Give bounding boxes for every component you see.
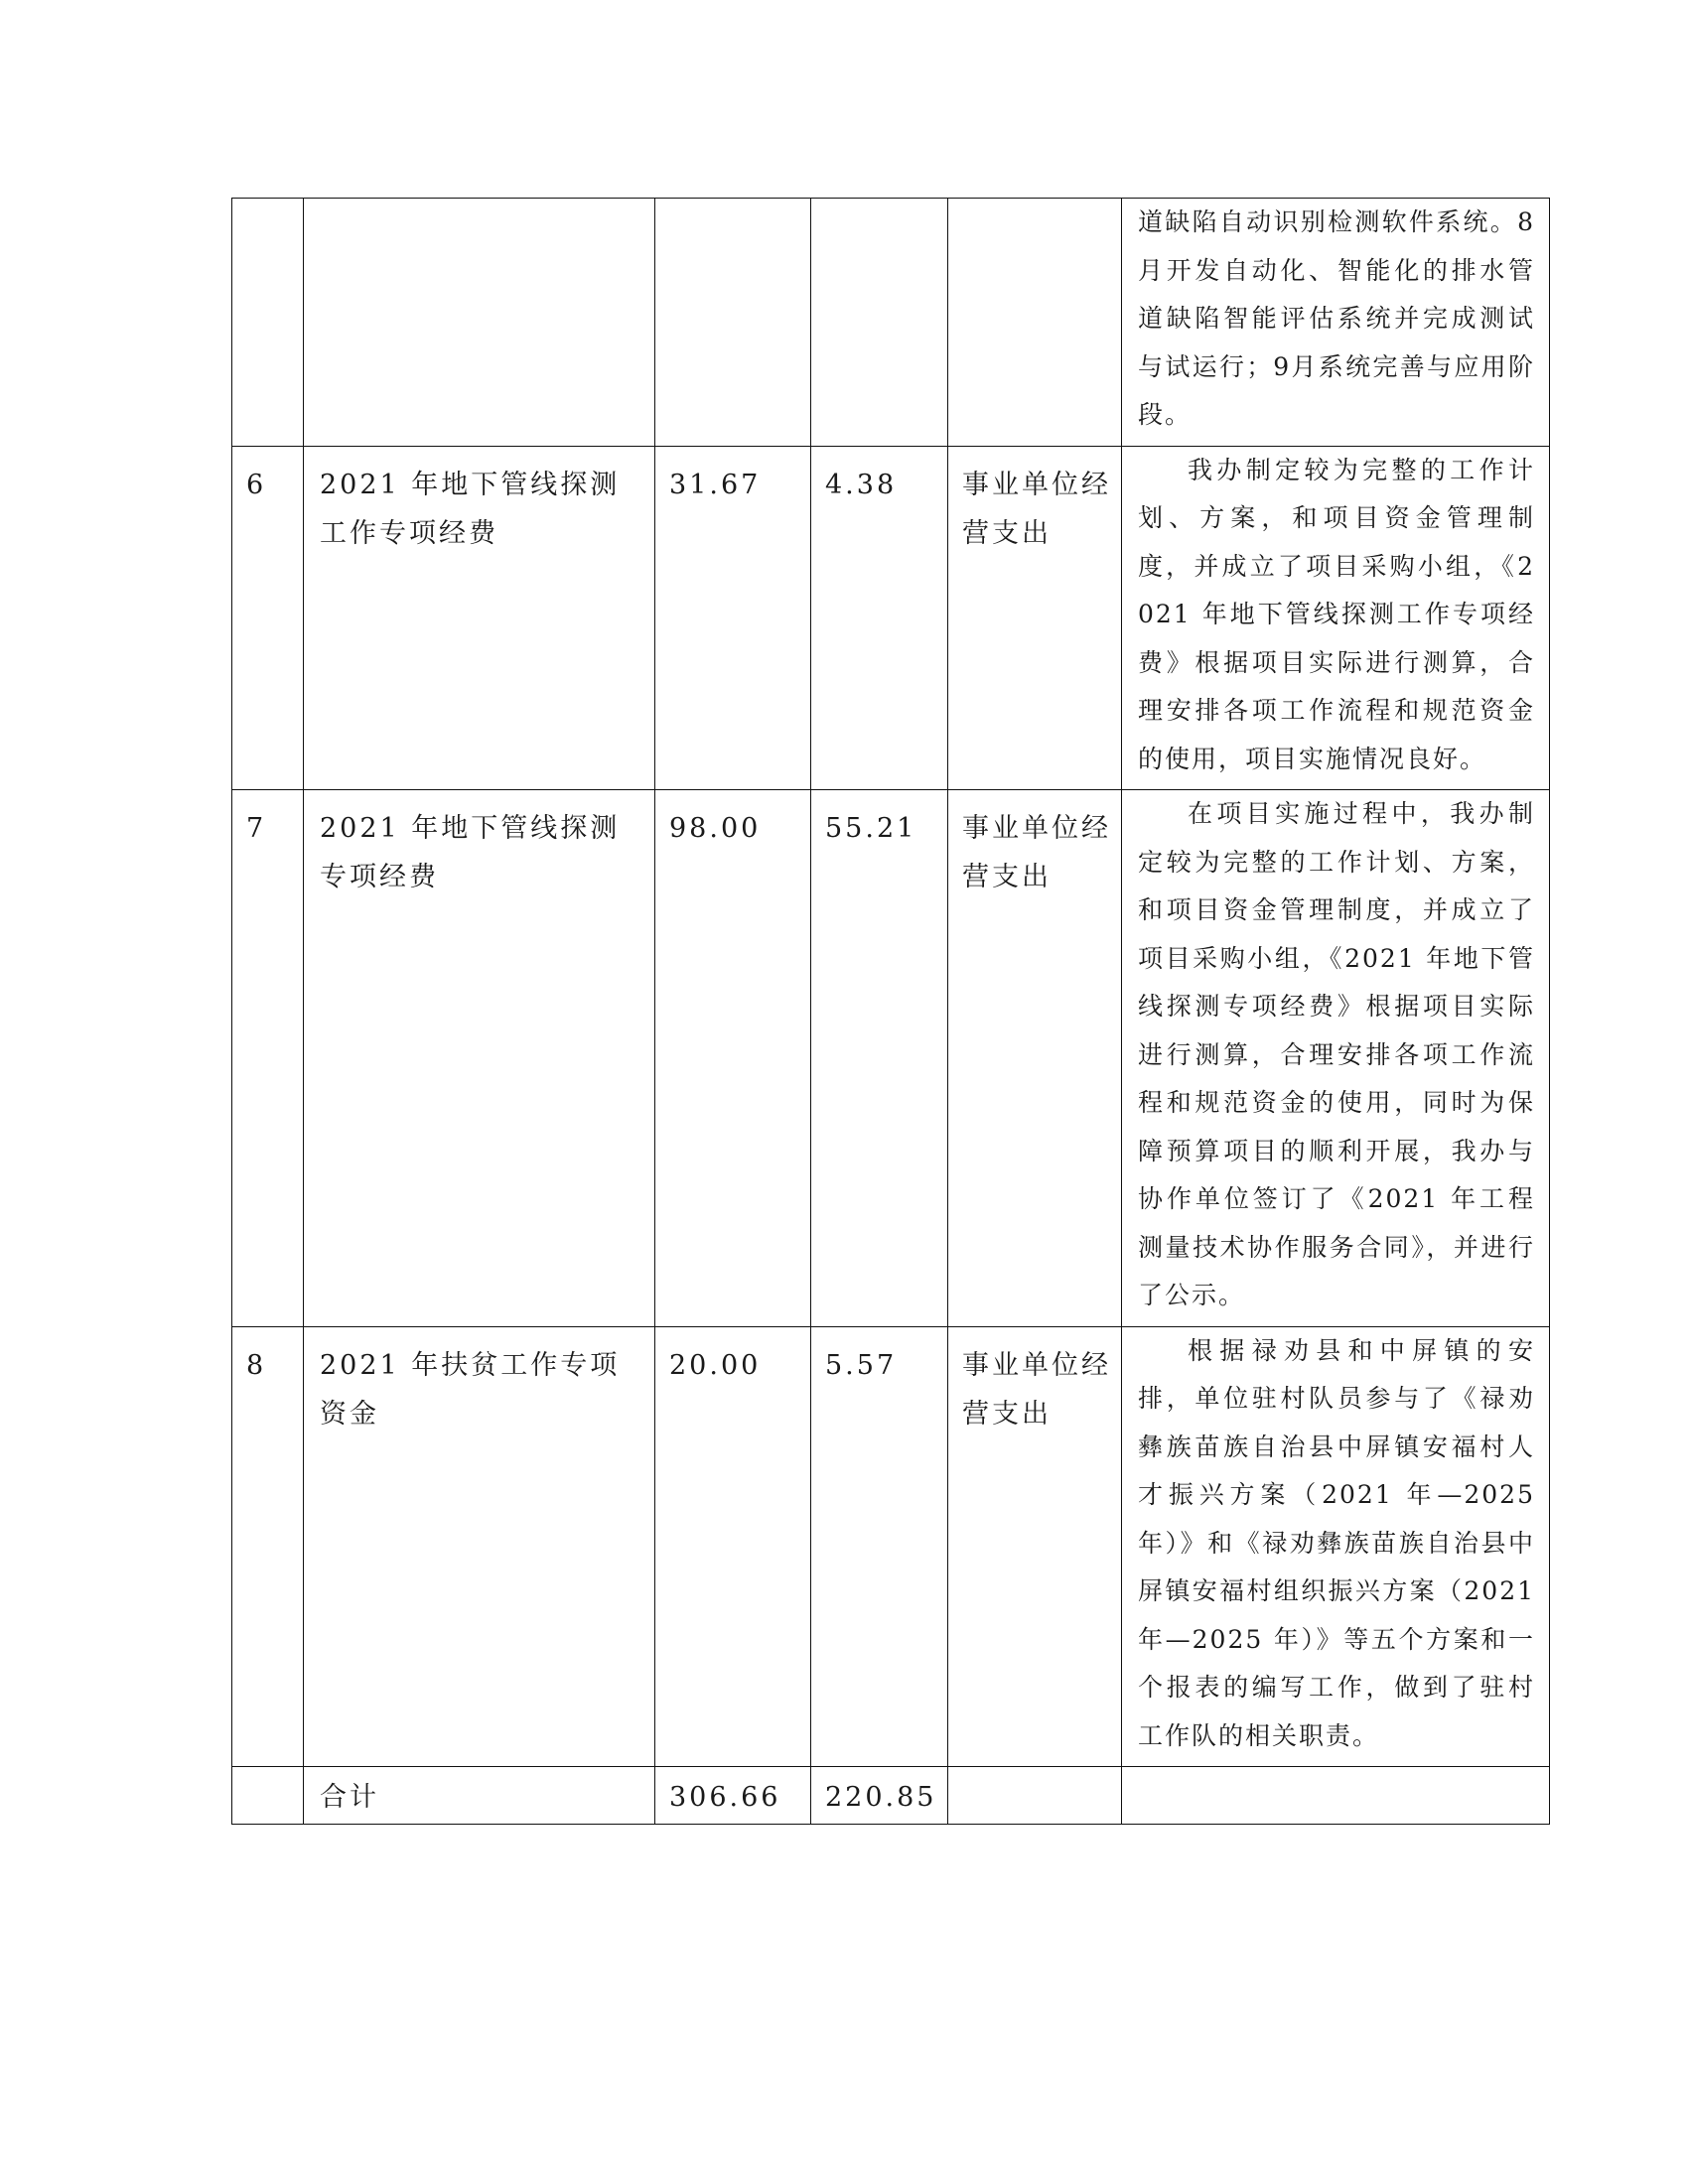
spent-amount [811,199,948,447]
expense-category [948,199,1122,447]
spent-amount: 55.21 [811,790,948,1327]
row-number [232,199,304,447]
budget-amount: 20.00 [655,1326,811,1767]
project-description: 道缺陷自动识别检测软件系统。8月开发自动化、智能化的排水管道缺陷智能评估系统并完成测试与试运行；9月系统完善与应用阶段。 [1122,199,1550,447]
total-label: 合计 [304,1767,655,1825]
budget-amount: 31.67 [655,446,811,790]
total-budget: 306.66 [655,1767,811,1825]
budget-amount: 98.00 [655,790,811,1327]
table-row [232,790,1550,1327]
table-row [232,1326,1550,1767]
project-name: 2021 年地下管线探测专项经费 [304,790,655,1327]
spent-amount: 5.57 [811,1326,948,1767]
expense-category: 事业单位经营支出 [948,1326,1122,1767]
budget-table [231,198,1550,1825]
total-spent: 220.85 [811,1767,948,1825]
project-description: 在项目实施过程中，我办制定较为完整的工作计划、方案，和项目资金管理制度，并成立了项目采购小组，《2021 年地下管线探测专项经费》根据项目实际进行测算，合理安排各项工作流程和规范资金的使用，同时为保障预算项目的顺利开展，我办与协作单位签订了《2021 年工程测量技术协作服务合同》，并进行了公示。 [1122,790,1550,1327]
budget-amount [655,199,811,447]
total-category [948,1767,1122,1825]
total-description [1122,1767,1550,1825]
table-row [232,199,1550,447]
total-row-number [232,1767,304,1825]
spent-amount: 4.38 [811,446,948,790]
row-number: 7 [232,790,304,1327]
table-row [232,446,1550,790]
total-row [232,1767,1550,1825]
project-description: 根据禄劝县和中屏镇的安排，单位驻村队员参与了《禄劝彝族苗族自治县中屏镇安福村人才振兴方案（2021 年—2025 年）》和《禄劝彝族苗族自治县中屏镇安福村组织振兴方案（2021 年—2025 年）》等五个方案和一个报表的编写工作，做到了驻村工作队的相关职责。 [1122,1326,1550,1767]
expense-category: 事业单位经营支出 [948,790,1122,1327]
project-name: 2021 年地下管线探测工作专项经费 [304,446,655,790]
project-name: 2021 年扶贫工作专项资金 [304,1326,655,1767]
expense-category: 事业单位经营支出 [948,446,1122,790]
project-description: 我办制定较为完整的工作计划、方案，和项目资金管理制度，并成立了项目采购小组，《2021 年地下管线探测工作专项经费》根据项目实际进行测算，合理安排各项工作流程和规范资金的使用，项目实施情况良好。 [1122,446,1550,790]
row-number: 6 [232,446,304,790]
project-name [304,199,655,447]
row-number: 8 [232,1326,304,1767]
